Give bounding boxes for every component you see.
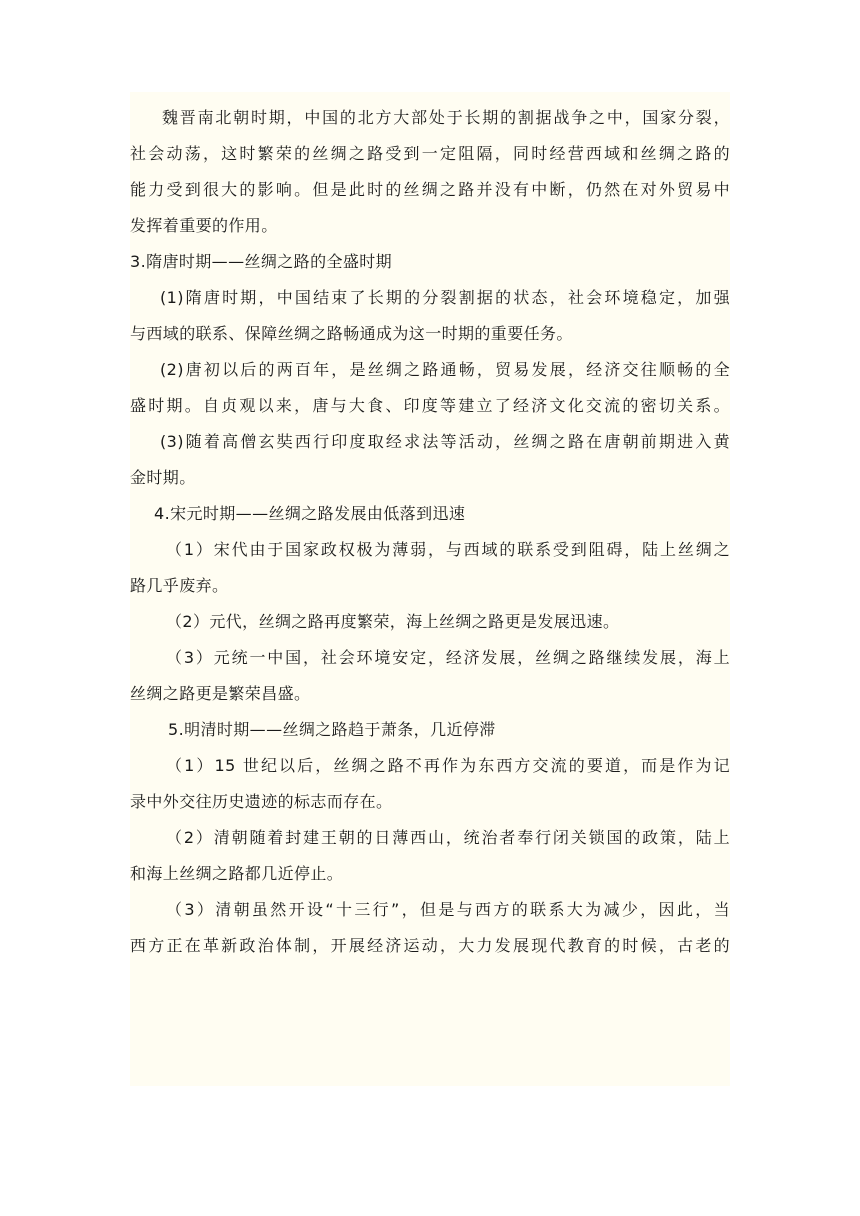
- paragraph-line: 发挥着重要的作用。: [130, 216, 278, 235]
- paragraph-line: 路几乎废弃。: [130, 576, 229, 595]
- paragraph-line: 社会动荡，这时繁荣的丝绸之路受到一定阻隔，同时经营西域和丝绸之路的: [130, 144, 730, 163]
- section-heading: 4.宋元时期——丝绸之路发展由低落到迅速: [154, 504, 466, 523]
- paragraph-line: 和海上丝绸之路都几近停止。: [130, 864, 344, 883]
- paragraph-line: （1）宋代由于国家政权极为薄弱，与西域的联系受到阻碍，陆上丝绸之: [166, 540, 730, 559]
- paragraph-line: 能力受到很大的影响。但是此时的丝绸之路并没有中断，仍然在对外贸易中: [130, 180, 730, 199]
- paragraph-line: 魏晋南北朝时期，中国的北方大部处于长期的割据战争之中，国家分裂，: [162, 108, 730, 127]
- document-text-block: [130, 92, 730, 1086]
- paragraph-line: 西方正在革新政治体制，开展经济运动，大力发展现代教育的时候，古老的: [130, 936, 730, 955]
- paragraph-line: 与西域的联系、保障丝绸之路畅通成为这一时期的重要任务。: [130, 324, 573, 343]
- paragraph-line: （3）清朝虽然开设“十三行”，但是与西方的联系大为减少，因此，当: [166, 900, 730, 919]
- paragraph-line: 丝绸之路更是繁荣昌盛。: [130, 684, 311, 703]
- paragraph-line: 金时期。: [130, 468, 196, 487]
- paragraph-line: 盛时期。自贞观以来，唐与大食、印度等建立了经济文化交流的密切关系。: [130, 396, 730, 415]
- paragraph-line: （2）清朝随着封建王朝的日薄西山，统治者奉行闭关锁国的政策，陆上: [166, 828, 730, 847]
- paragraph-line: 录中外交往历史遗迹的标志而存在。: [130, 792, 393, 811]
- section-heading: 5.明清时期——丝绸之路趋于萧条，几近停滞: [168, 720, 496, 739]
- paragraph-line: (2)唐初以后的两百年，是丝绸之路通畅，贸易发展，经济交往顺畅的全: [160, 360, 730, 379]
- section-heading: 3.隋唐时期——丝绸之路的全盛时期: [130, 252, 393, 271]
- paragraph-line: （2）元代，丝绸之路再度繁荣，海上丝绸之路更是发展迅速。: [166, 612, 620, 631]
- paragraph-line: （3）元统一中国，社会环境安定，经济发展，丝绸之路继续发展，海上: [166, 648, 730, 667]
- paragraph-line: (3)随着高僧玄奘西行印度取经求法等活动，丝绸之路在唐朝前期进入黄: [160, 432, 730, 451]
- paragraph-line: (1)隋唐时期，中国结束了长期的分裂割据的状态，社会环境稳定，加强: [160, 288, 730, 307]
- paragraph-line: （1）15 世纪以后，丝绸之路不再作为东西方交流的要道，而是作为记: [166, 756, 730, 775]
